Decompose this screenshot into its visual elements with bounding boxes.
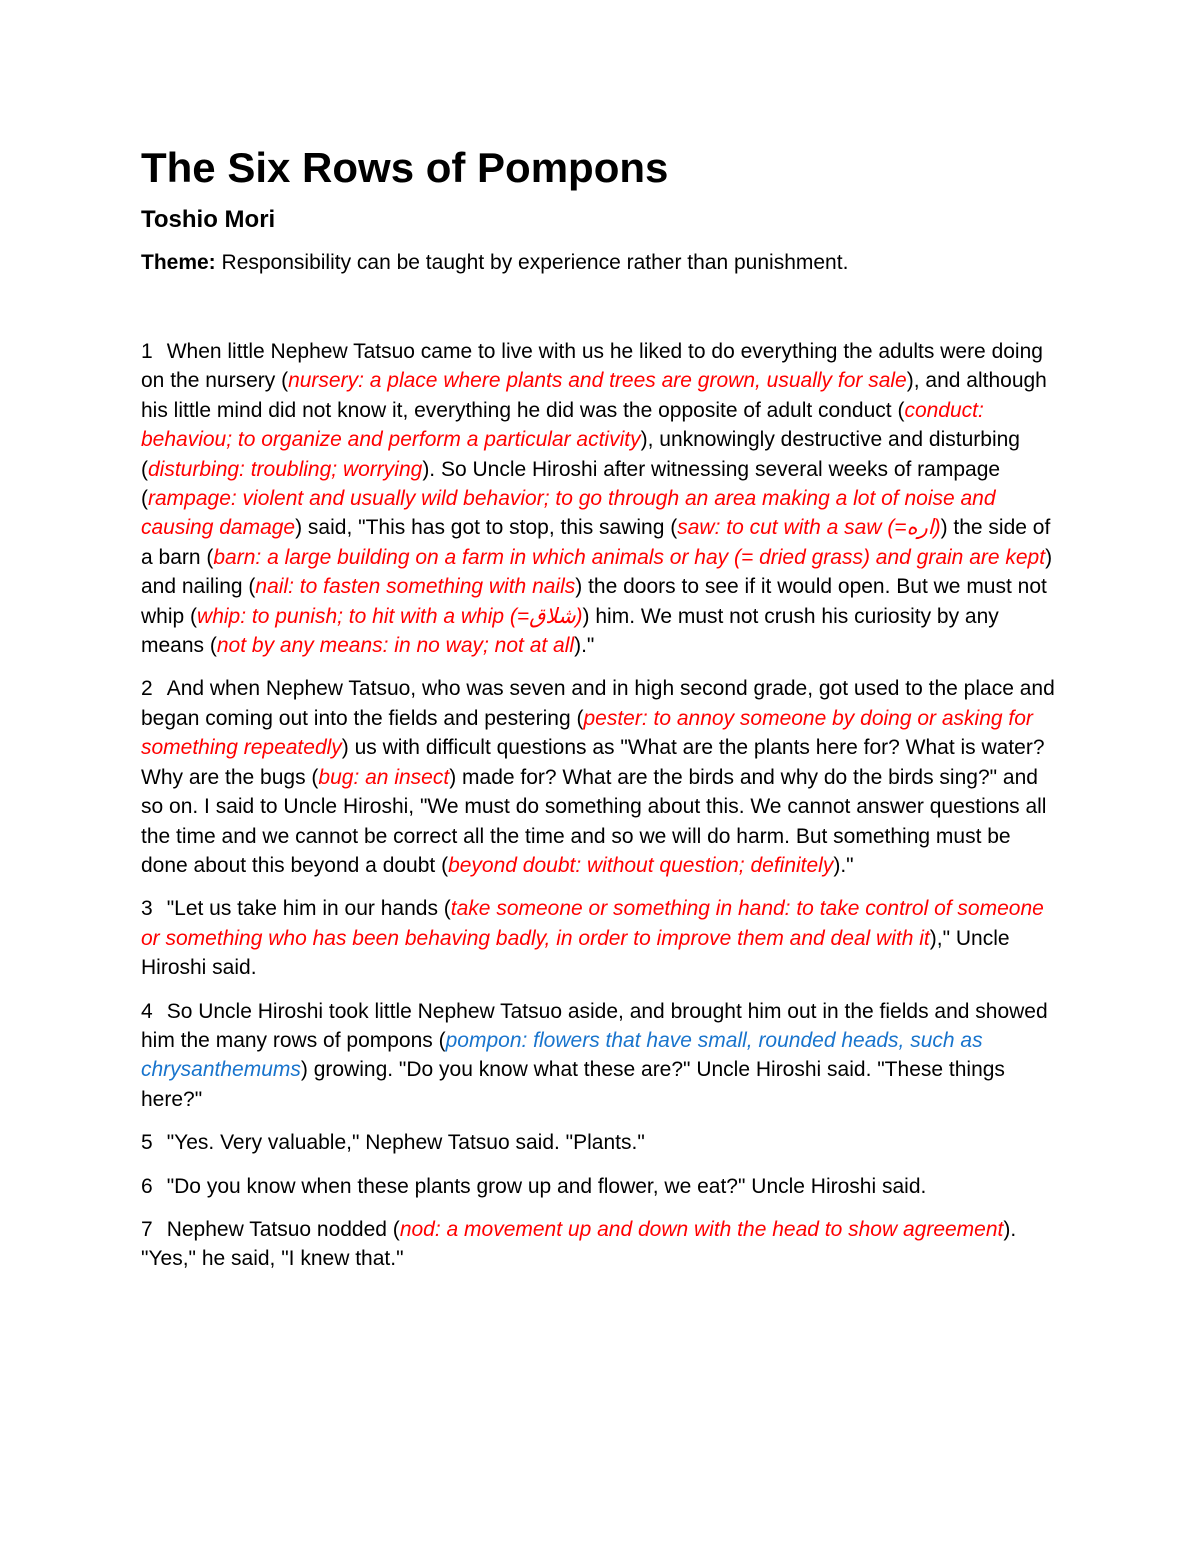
- document-content: [141, 142, 1061, 1288]
- paragraph-text: When little Nephew Tatsuo came to live with us he liked to do everything the adults were doing on the nursery (: [141, 340, 1043, 393]
- paragraph-number: 7: [141, 1217, 153, 1241]
- vocabulary-gloss: barn: a large building on a farm in which animals or hay (= dried grass) and grain are kept: [213, 545, 1046, 569]
- paragraph-text: Nephew Tatsuo nodded (: [166, 1217, 400, 1241]
- paragraph-text: ). "Yes," he said, "I knew that.": [141, 1217, 1017, 1271]
- paragraph-text: ), unknowingly destructive and disturbing (: [141, 428, 1020, 481]
- theme-text: Responsibility can be taught by experience rather than punishment.: [215, 251, 849, 274]
- paragraph-text: ).": [574, 634, 595, 658]
- paragraph-text: )," Uncle Hiroshi said.: [141, 926, 1010, 980]
- paragraph-number: 3: [141, 897, 153, 921]
- story-paragraph: [141, 1215, 1061, 1274]
- paragraph-text: "Let us take him in our hands (: [166, 897, 451, 921]
- vocabulary-gloss: whip: to punish; to hit with a whip (=شلاق): [197, 604, 583, 628]
- paragraph-number: 2: [141, 677, 153, 701]
- paragraph-text: So Uncle Hiroshi took little Nephew Tatsuo aside, and brought him out in the fields and showed him the many rows of pompons (: [141, 999, 1048, 1052]
- vocabulary-gloss: nod: a movement up and down with the head to show agreement: [399, 1217, 1004, 1241]
- paragraph-text: ) growing. "Do you know what these are?" Uncle Hiroshi said. "These things here?": [141, 1058, 1005, 1111]
- vocabulary-gloss: beyond doubt: without question; definitely: [448, 853, 834, 877]
- vocabulary-gloss: nail: to fasten something with nails: [255, 575, 576, 599]
- paragraph-text: "Do you know when these plants grow up and flower, we eat?" Uncle Hiroshi said.: [166, 1174, 927, 1198]
- vocabulary-gloss: bug: an insect: [318, 765, 450, 789]
- vocabulary-gloss: saw: to cut with a saw (=اره): [677, 516, 941, 540]
- paragraph-text: ) and nailing (: [141, 545, 1053, 599]
- theme-label: Theme:: [141, 251, 216, 274]
- paragraph-number: 4: [141, 999, 153, 1023]
- paragraph-text: ). So Uncle Hiroshi after witnessing several weeks of rampage (: [141, 457, 1001, 511]
- vocabulary-gloss: pester: to annoy someone by doing or asking for something repeatedly: [141, 706, 1033, 760]
- story-paragraph: [141, 337, 1061, 660]
- document-title: The Six Rows of Pompons: [141, 144, 669, 191]
- paragraph-text: ) him. We must not crush his curiosity by any means (: [141, 604, 999, 658]
- story-paragraphs: [141, 337, 1061, 1274]
- paragraph-number: 6: [141, 1174, 153, 1198]
- paragraph-number: 5: [141, 1131, 153, 1155]
- vocabulary-gloss: conduct: behaviou; to organize and perform a particular activity: [141, 398, 984, 452]
- story-paragraph: [141, 1128, 1061, 1157]
- vocabulary-gloss: not by any means: in no way; not at all: [216, 634, 575, 658]
- paragraph-text: And when Nephew Tatsuo, who was seven and in high second grade, got used to the place and began coming out into the fields and pestering (: [141, 677, 1055, 730]
- story-paragraph: [141, 997, 1061, 1115]
- paragraph-text: ) made for? What are the birds and why do the birds sing?" and so on. I said to Uncle Hiroshi, "We must do something about this. We cannot answer questions all the time and we cannot be correct all the time and so we will do harm. But something must be done about this beyond a doubt (: [141, 765, 1047, 877]
- story-paragraph: [141, 1172, 1061, 1201]
- vocabulary-gloss: take someone or something in hand: to take control of someone or something who has been behaving badly, in order to improve them and deal with it: [141, 897, 1044, 950]
- paragraph-text: ).": [833, 853, 854, 877]
- paragraph-text: ) the side of a barn (: [141, 516, 1051, 569]
- vocabulary-gloss: pompon: flowers that have small, rounded heads, such as chrysanthemums: [141, 1028, 983, 1082]
- paragraph-text: "Yes. Very valuable," Nephew Tatsuo said. "Plants.": [166, 1131, 645, 1155]
- paragraph-text: ), and although his little mind did not know it, everything he did was the opposite of adult conduct (: [141, 369, 1047, 422]
- paragraph-text: ) the doors to see if it would open. But we must not whip (: [141, 575, 1047, 628]
- paragraph-text: ) said, "This has got to stop, this sawing (: [295, 516, 678, 540]
- vocabulary-gloss: disturbing: troubling; worrying: [148, 457, 423, 481]
- story-paragraph: [141, 894, 1061, 982]
- paragraph-number: 1: [141, 340, 153, 363]
- vocabulary-gloss: rampage: violent and usually wild behavior; to go through an area making a lot of noise and causing damage: [141, 487, 996, 540]
- vocabulary-gloss: nursery: a place where plants and trees are grown, usually for sale: [288, 369, 907, 393]
- theme-line: [141, 248, 1061, 277]
- author-name: Toshio Mori: [141, 206, 276, 233]
- paragraph-text: ) us with difficult questions as "What are the plants here for? What is water? Why are the bugs (: [141, 736, 1045, 789]
- story-paragraph: [141, 674, 1061, 880]
